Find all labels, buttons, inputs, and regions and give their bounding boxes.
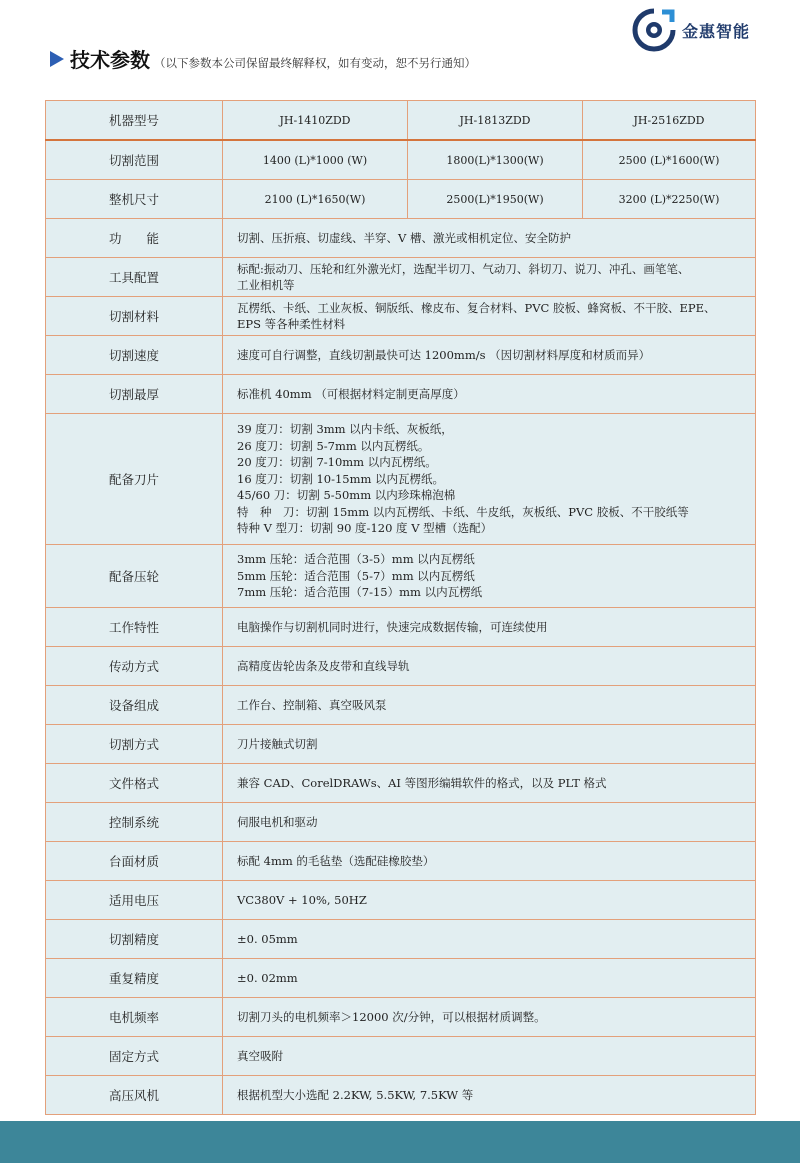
row-label: 设备组成 [46,686,223,725]
value-cell [223,1076,756,1115]
row-label: 适用电压 [46,881,223,920]
value-line: ±0. 02mm [237,970,298,985]
row-label: 重复精度 [46,959,223,998]
value-line: 真空吸附 [237,1048,283,1063]
footer-bar [0,1121,800,1163]
value-line: 伺服电机和驱动 [237,814,318,829]
value-cell [223,219,756,258]
row-label: 切割范围 [46,140,223,180]
row-label: 切割方式 [46,725,223,764]
row-label: 控制系统 [46,803,223,842]
value-cell [223,647,756,686]
table-row [46,545,756,608]
row-label: 文件格式 [46,764,223,803]
row-label: 机器型号 [46,101,223,141]
section-heading [50,44,476,73]
value-cell [223,920,756,959]
value-line: 特 种 刀：切割 15mm 以内瓦楞纸、卡纸、牛皮纸，灰板纸、PVC 胶板、不干胶纸等 [237,504,689,519]
value-line: 3mm 压轮：适合范围（3-5）mm 以内瓦楞纸 [237,552,475,567]
value-line: 16 度刀：切割 10-15mm 以内瓦楞纸。 [237,471,445,486]
table-row [46,297,756,336]
value-cell [223,881,756,920]
value-cell: 2500 (L)*1600(W) [583,140,756,180]
row-label: 配备压轮 [46,545,223,608]
table-row [46,842,756,881]
table-row [46,725,756,764]
value-line: 45/60 刀：切割 5-50mm 以内珍珠棉泡棉 [237,488,456,503]
value-line: VC380V + 10%, 50HZ [237,892,367,907]
value-cell [223,375,756,414]
value-cell: 1800(L)*1300(W) [408,140,583,180]
value-line: 20 度刀：切割 7-10mm 以内瓦楞纸。 [237,455,437,470]
value-cell: 2500(L)*1950(W) [408,180,583,219]
row-label: 工具配置 [46,258,223,297]
value-line: 电脑操作与切割机同时进行，快速完成数据传输，可连续使用 [237,619,548,634]
value-cell: 2100 (L)*1650(W) [223,180,408,219]
table-row [46,219,756,258]
table-row [46,920,756,959]
value-cell [223,336,756,375]
value-line: 标准机 40mm （可根据材料定制更高厚度） [237,386,465,401]
disclaimer-note: （以下参数本公司保留最终解释权，如有变动，恕不另行通知） [154,56,476,70]
table-row [46,764,756,803]
value-cell [223,803,756,842]
jinhui-logo-icon [632,8,676,52]
value-line: 标配 4mm 的毛毡垫（选配硅橡胶垫） [237,853,435,868]
table-row [46,1037,756,1076]
value-cell [223,725,756,764]
row-label: 整机尺寸 [46,180,223,219]
model-cell: JH-2516ZDD [583,101,756,141]
value-cell [223,258,756,297]
table-row [46,881,756,920]
table-row-cut-range [46,140,756,180]
table-row-machine-size [46,180,756,219]
table-row [46,336,756,375]
row-label: 传动方式 [46,647,223,686]
triangle-marker-icon [50,51,64,67]
table-row [46,375,756,414]
value-cell [223,998,756,1037]
value-cell [223,686,756,725]
value-cell [223,959,756,998]
table-row-models [46,101,756,141]
table-row [46,1076,756,1115]
row-label: 高压风机 [46,1076,223,1115]
value-line: 根据机型大小选配 2.2KW, 5.5KW, 7.5KW 等 [237,1087,474,1102]
table-row [46,258,756,297]
value-line: 工作台、控制箱、真空吸风泵 [237,697,387,712]
value-line: 39 度刀：切割 3mm 以内卡纸、灰板纸， [237,422,453,437]
value-cell: 1400 (L)*1000 (W) [223,140,408,180]
value-cell [223,608,756,647]
value-cell [223,842,756,881]
table-row [46,414,756,545]
value-line: 切割刀头的电机频率＞12000 次/分钟，可以根据材质调整。 [237,1009,546,1024]
value-line: 5mm 压轮：适合范围（5-7）mm 以内瓦楞纸 [237,568,475,583]
value-line: 特种 V 型刀：切割 90 度-120 度 V 型槽（选配） [237,521,493,536]
value-line: 速度可自行调整，直线切割最快可达 1200mm/s （因切割材料厚度和材质而异） [237,347,651,362]
row-label: 切割速度 [46,336,223,375]
spec-table [45,100,756,1115]
table-row [46,608,756,647]
row-label: 切割最厚 [46,375,223,414]
value-cell [223,545,756,608]
value-line: 26 度刀：切割 5-7mm 以内瓦楞纸。 [237,438,430,453]
model-cell: JH-1813ZDD [408,101,583,141]
value-line: EPS 等各种柔性材料 [237,317,346,331]
table-row [46,647,756,686]
value-line: 标配:振动刀、压轮和红外激光灯，选配半切刀、气动刀、斜切刀、说刀、冲孔、画笔笔、 [237,261,690,276]
value-line: ±0. 05mm [237,931,298,946]
value-line: 切割、压折痕、切虚线、半穿、V 槽、激光或相机定位、安全防护 [237,230,571,245]
value-cell [223,414,756,545]
value-cell [223,764,756,803]
row-label: 切割材料 [46,297,223,336]
table-row [46,803,756,842]
value-line: 7mm 压轮：适合范围（7-15）mm 以内瓦楞纸 [237,585,483,600]
value-line: 兼容 CAD、CorelDRAWs、AI 等图形编辑软件的格式，以及 PLT 格式 [237,775,607,790]
value-cell [223,1037,756,1076]
value-line: 刀片接触式切割 [237,736,318,751]
value-cell: 3200 (L)*2250(W) [583,180,756,219]
brand-name: 金惠智能 [682,21,751,41]
row-label: 固定方式 [46,1037,223,1076]
row-label: 电机频率 [46,998,223,1037]
value-cell [223,297,756,336]
row-label: 工作特性 [46,608,223,647]
value-line: 高精度齿轮齿条及皮带和直线导轨 [237,658,410,673]
table-row [46,998,756,1037]
row-label: 配备刀片 [46,414,223,545]
section-title: 技术参数 [70,48,150,72]
row-label: 切割精度 [46,920,223,959]
row-label: 功 能 [46,219,223,258]
table-row [46,959,756,998]
value-line: 瓦楞纸、卡纸、工业灰板、铜版纸、橡皮布、复合材料、PVC 胶板、蜂窝板、不干胶、EPE、 [237,300,716,315]
brand-logo [632,8,792,52]
table-row [46,686,756,725]
value-line: 工业相机等 [237,278,295,292]
row-label: 台面材质 [46,842,223,881]
model-cell: JH-1410ZDD [223,101,408,141]
